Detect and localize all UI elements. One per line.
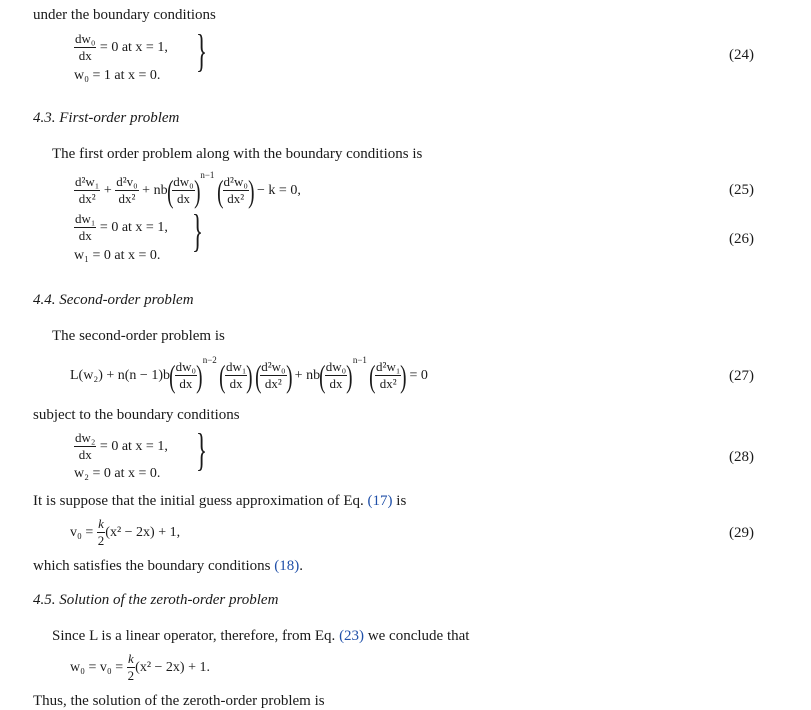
fraction-dw1-dx: $\frac{\text{dw₁}}{dx}$ <box>225 359 247 392</box>
equation-w0-equals-v0: w₀ = v₀ = $\frac{k}{2}$ (x² − 2x) + 1. <box>70 651 210 683</box>
equation-ref-23[interactable]: (23) <box>339 628 365 644</box>
fraction-d2v0-dx2: $\frac{\text{d²v₀}}{\text{dx²}}$ <box>116 174 138 207</box>
fraction-d2w0-dx2: $\frac{\text{d²w₀}}{\text{dx²}}$ <box>261 359 286 392</box>
equation-28-line2: w₂ = 0 at x = 0. <box>74 466 161 481</box>
equation-29: v₀ = $\frac{k}{2}$ (x² − 2x) + 1, <box>70 516 181 548</box>
right-brace: } <box>192 205 204 256</box>
fraction-dw0-dx: $\frac{\text{dw₀}}{dx}$ <box>175 359 197 392</box>
paragraph-zeroth-solution: Thus, the solution of the zeroth-order problem is <box>33 693 325 709</box>
equation-25: $\frac{\text{d²w₁}}{\text{dx²}}$ + $\frac{\text{d²v₀}}{\text{dx²}}$ + nb( $\frac{\text{dw₀}}{dx}$ )$^{n-1}$ ( $\frac{\text{d²w₀}}{\text{dx²}}$ ) − k = 0, <box>75 170 301 209</box>
fraction-dw0-dx: $\frac{\text{dw₀}}{dx}$ <box>173 174 194 207</box>
exponent: n−2 <box>202 355 217 365</box>
fraction-d2w1-dx2: $\frac{\text{d²w₁}}{\text{dx²}}$ <box>75 174 100 207</box>
equation-number-27: (27) <box>729 368 754 384</box>
fraction-d2w1-dx2: $\frac{\text{d²w₁}}{\text{dx²}}$ <box>376 359 401 392</box>
section-heading-4-5: 4.5. Solution of the zeroth-order problem <box>33 592 279 608</box>
right-brace: } <box>196 424 208 475</box>
equation-ref-18[interactable]: (18) <box>274 558 300 574</box>
fraction-dw0-dx: $\frac{\text{dw₀}}{dx}$ <box>75 31 96 63</box>
equation-number-25: (25) <box>729 182 754 198</box>
equation-24-condition-1: = 0 at x = 1, <box>99 39 168 55</box>
equation-number-24: (24) <box>729 47 754 63</box>
equation-ref-17[interactable]: (17) <box>367 493 393 509</box>
equation-28-line1: $\frac{\text{dw₂}}{dx}$ = 0 at x = 1, <box>75 430 168 462</box>
exponent: n−1 <box>352 355 367 365</box>
equation-24-line1 <box>74 32 168 63</box>
fraction-d2w0-dx2: $\frac{\text{d²w₀}}{\text{dx²}}$ <box>223 174 248 207</box>
paragraph-boundary-intro: under the boundary conditions <box>33 7 216 23</box>
equation-27: L(w₂) + n(n − 1)b( $\frac{\text{dw₀}}{dx}$ )$^{n-2}$ ( $\frac{\text{dw₁}}{dx}$ ) ( $\frac{\text{d²w₀}}{\text{dx²}}$ ) + nb( $\frac{\text{dw₀}}{dx}$ )$^{n-1}$ ( $\frac{\text{d²w₁}}{\text{dx²}}$ ) = 0 <box>70 355 428 394</box>
paragraph-subject-to: subject to the boundary conditions <box>33 407 240 423</box>
section-heading-4-3: 4.3. First-order problem <box>33 110 180 126</box>
equation-24-line2: w₀ = 1 at x = 0. <box>74 68 161 83</box>
paragraph-second-order: The second-order problem is <box>52 328 225 344</box>
fraction-k-over-2: $\frac{k}{2}$ <box>97 516 105 548</box>
fraction-dw1-dx: $\frac{\text{dw₁}}{dx}$ <box>75 211 96 243</box>
right-brace: } <box>196 25 208 76</box>
equation-number-29: (29) <box>729 525 754 541</box>
section-heading-4-4: 4.4. Second-order problem <box>33 292 194 308</box>
equation-number-28: (28) <box>729 449 754 465</box>
fraction-dw2-dx: $\frac{\text{dw₂}}{dx}$ <box>75 430 96 462</box>
paragraph-satisfies: which satisfies the boundary conditions (18). <box>33 558 303 574</box>
exponent: n−1 <box>200 170 215 180</box>
fraction-dw0-dx: $\frac{\text{dw₀}}{dx}$ <box>325 359 347 392</box>
equation-number-26: (26) <box>729 231 754 247</box>
fraction-k-over-2: $\frac{k}{2}$ <box>127 651 135 683</box>
paragraph-first-order: The first order problem along with the boundary conditions is <box>52 146 423 162</box>
equation-26-line2: w₁ = 0 at x = 0. <box>74 248 161 263</box>
equation-26-line1: $\frac{\text{dw₁}}{dx}$ = 0 at x = 1, <box>75 211 168 243</box>
paragraph-linear-operator: Since L is a linear operator, therefore, from Eq. (23) we conclude that <box>52 628 470 644</box>
paragraph-initial-guess: It is suppose that the initial guess approximation of Eq. (17) is <box>33 493 407 509</box>
